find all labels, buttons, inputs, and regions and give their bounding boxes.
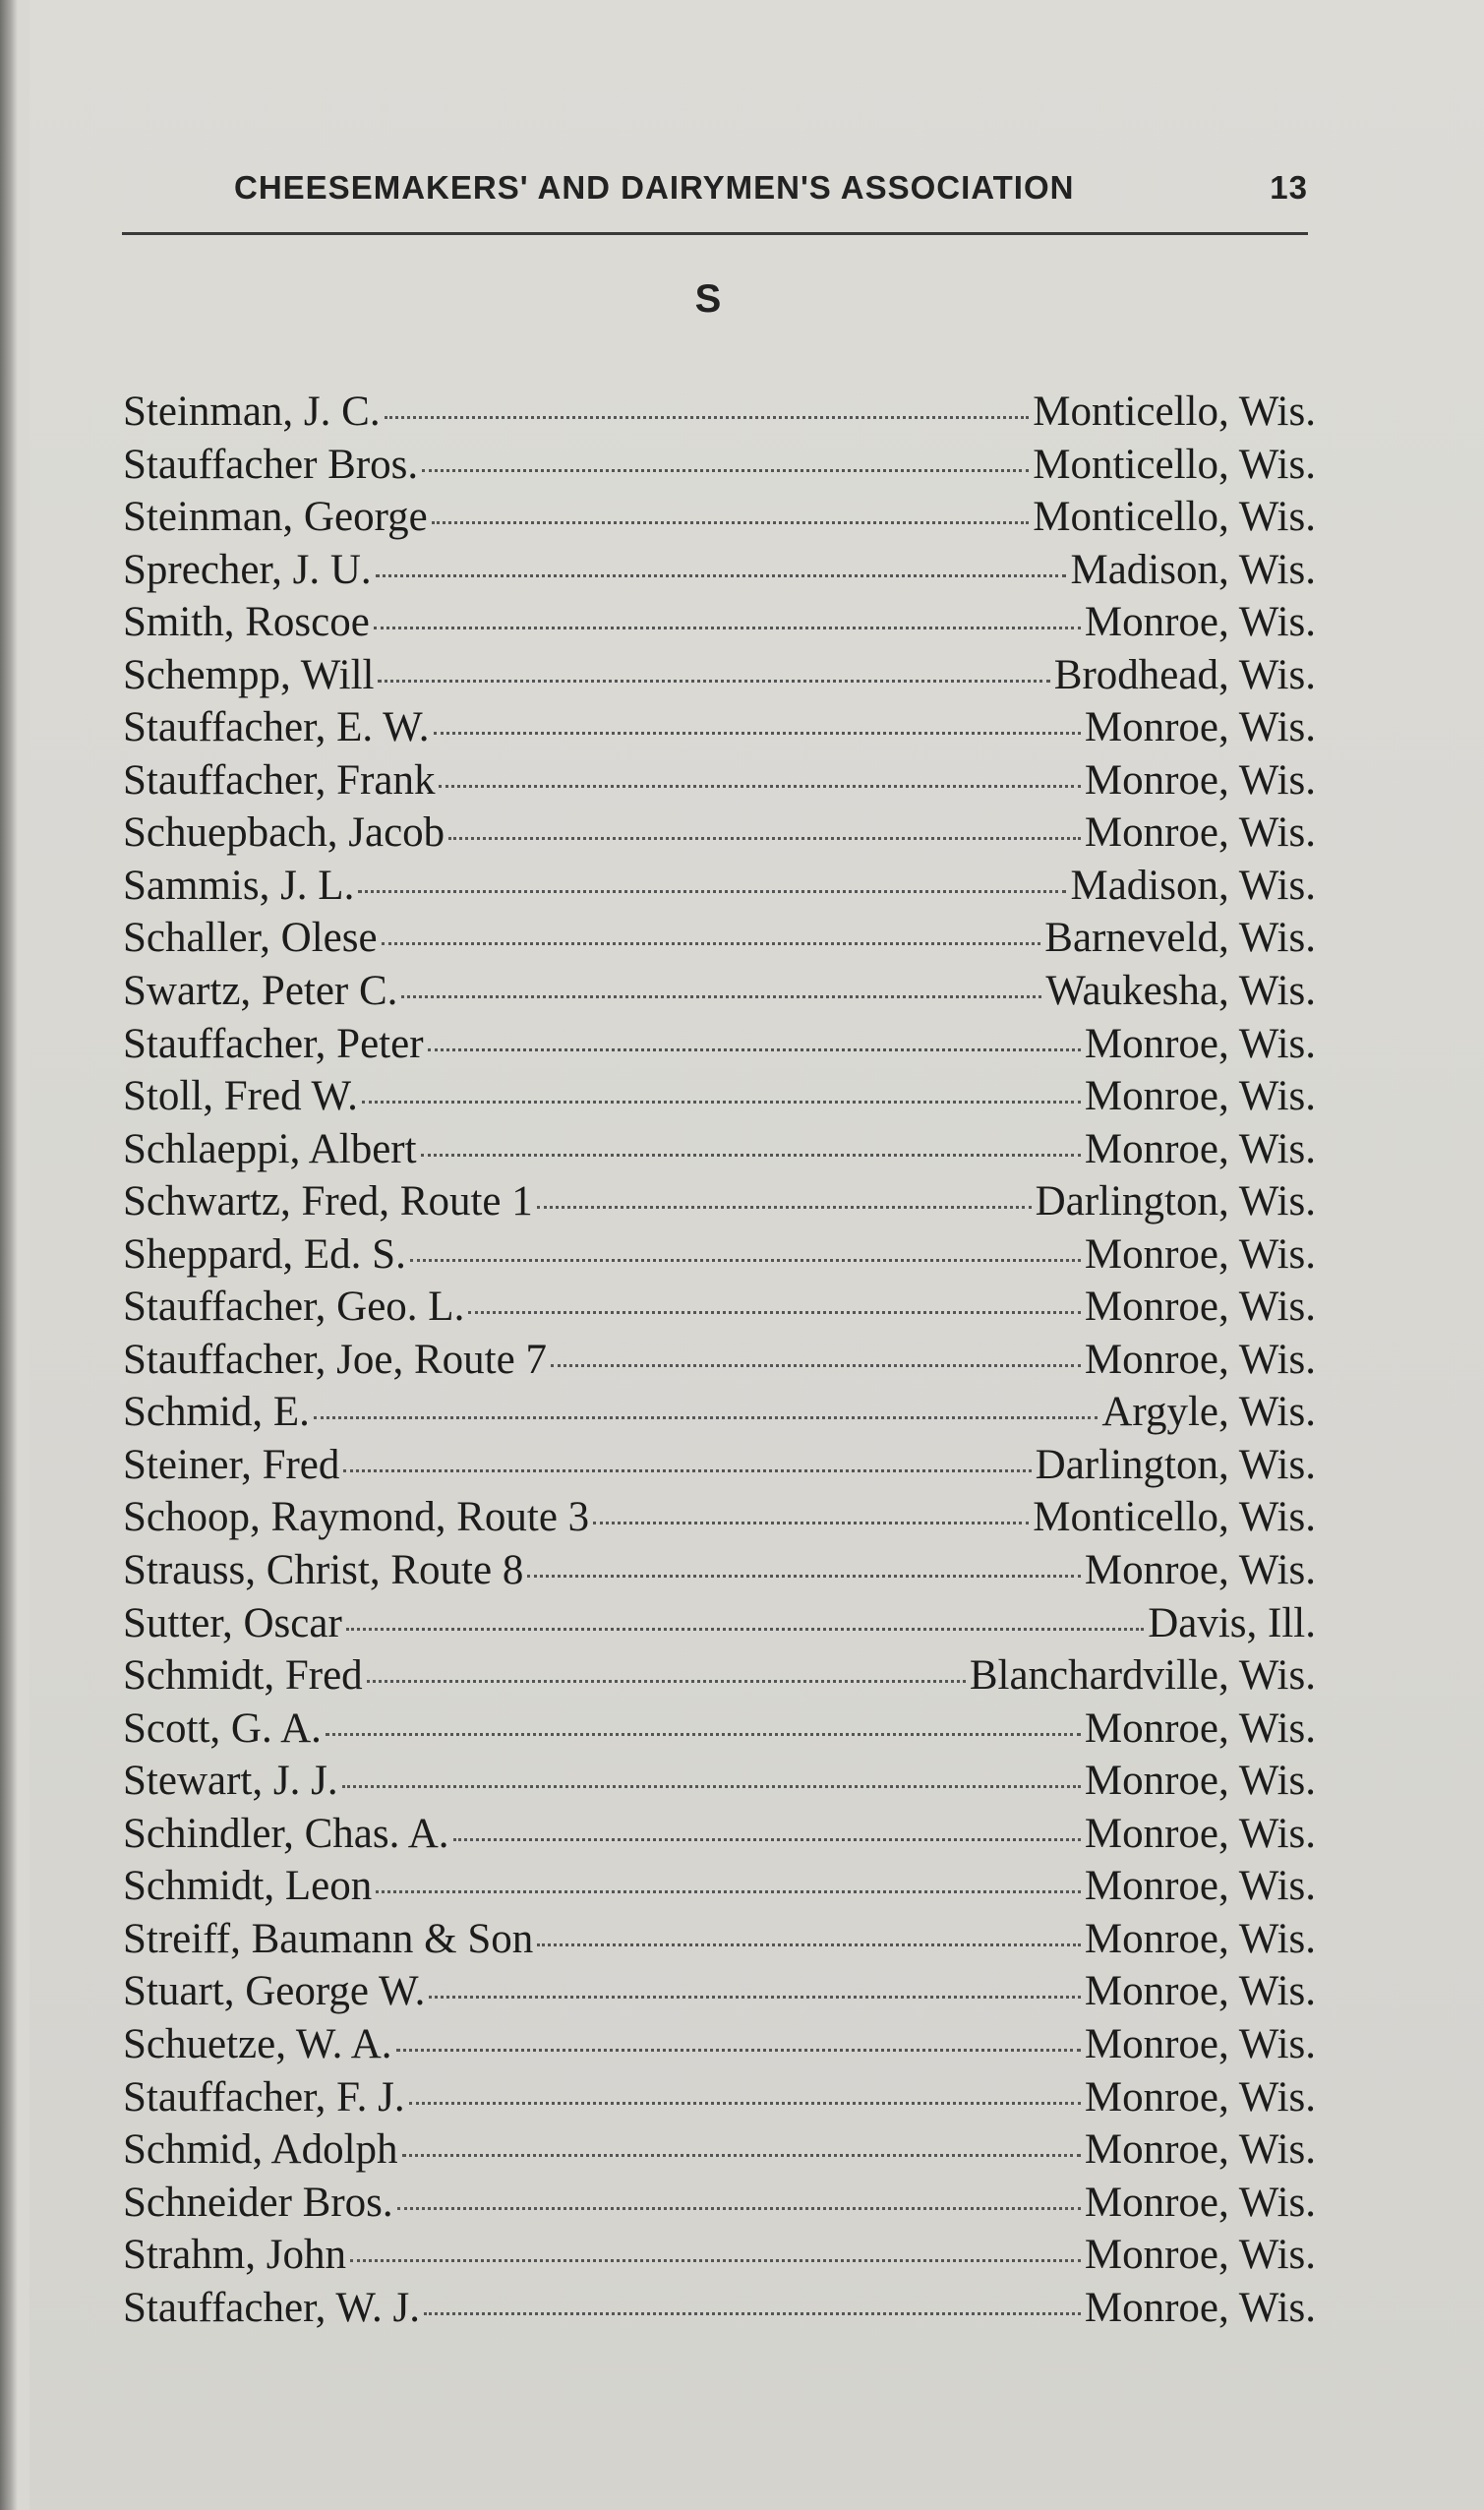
dot-leader: [326, 1733, 1081, 1736]
member-name: Stoll, Fred W.: [123, 1073, 358, 1120]
page: [30, 0, 1484, 2510]
member-name: Schuepbach, Jacob: [123, 809, 445, 857]
list-item: [123, 1175, 1316, 1228]
member-name: Streiff, Baumann & Son: [123, 1915, 534, 1962]
member-name: Stauffacher, Peter: [123, 1020, 424, 1067]
member-name: Stauffacher, E. W.: [123, 704, 430, 751]
dot-leader: [429, 1996, 1081, 1999]
dot-leader: [382, 942, 1041, 945]
dot-leader: [410, 1259, 1081, 1262]
member-location: Monroe, Wis.: [1084, 2073, 1316, 2121]
member-location: Monroe, Wis.: [1084, 1915, 1316, 1962]
list-item: [123, 701, 1316, 754]
list-item: [123, 2123, 1316, 2177]
dot-leader: [439, 785, 1080, 788]
dot-leader: [397, 2207, 1081, 2210]
member-location: Monroe, Wis.: [1084, 1020, 1316, 1067]
running-header: [234, 169, 1308, 207]
dot-leader: [468, 1311, 1081, 1314]
member-location: Monticello, Wis.: [1033, 1494, 1316, 1541]
member-location: Monroe, Wis.: [1084, 1547, 1316, 1594]
member-name: Schempp, Will: [123, 651, 375, 698]
list-item: [123, 1439, 1316, 1492]
member-name: Schuetze, W. A.: [123, 2020, 392, 2067]
member-location: Monroe, Wis.: [1084, 1230, 1316, 1278]
member-name: Scott, G. A.: [123, 1704, 322, 1752]
member-location: Waukesha, Wis.: [1045, 968, 1316, 1015]
member-location: Argyle, Wis.: [1101, 1389, 1316, 1436]
list-item: [123, 1913, 1316, 1966]
dot-leader: [432, 521, 1030, 524]
dot-leader: [448, 837, 1081, 840]
dot-leader: [453, 1838, 1081, 1841]
list-item: [123, 1649, 1316, 1703]
member-location: Monroe, Wis.: [1084, 1704, 1316, 1752]
member-name: Stauffacher, Frank: [123, 756, 436, 804]
member-name: Schaller, Olese: [123, 915, 378, 962]
member-name: Schwartz, Fred, Route 1: [123, 1178, 533, 1225]
dot-leader: [551, 1364, 1081, 1367]
dot-leader: [396, 2049, 1081, 2052]
dot-leader: [367, 1680, 966, 1683]
member-name: Steinman, J. C.: [123, 388, 381, 435]
member-location: Madison, Wis.: [1070, 862, 1316, 909]
member-name: Stewart, J. J.: [123, 1758, 338, 1805]
header-rule: [122, 232, 1308, 235]
dot-leader: [424, 2312, 1081, 2315]
member-name: Strauss, Christ, Route 8: [123, 1547, 524, 1594]
list-item: [123, 912, 1316, 965]
list-item: [123, 1491, 1316, 1544]
member-location: Monroe, Wis.: [1084, 1810, 1316, 1857]
dot-leader: [343, 1469, 1031, 1472]
list-item: [123, 1070, 1316, 1123]
list-item: [123, 2018, 1316, 2071]
dot-leader: [342, 1785, 1081, 1788]
member-name: Schmid, Adolph: [123, 2126, 398, 2174]
member-location: Darlington, Wis.: [1035, 1178, 1316, 1225]
dot-leader: [428, 1048, 1081, 1051]
page-number: 13: [1270, 169, 1308, 206]
dot-leader: [593, 1522, 1029, 1524]
member-name: Schneider Bros.: [123, 2179, 393, 2226]
member-location: Monroe, Wis.: [1084, 2020, 1316, 2067]
dot-leader: [376, 1890, 1081, 1893]
list-item: [123, 860, 1316, 913]
member-name: Stauffacher, Joe, Route 7: [123, 1336, 547, 1383]
member-location: Monroe, Wis.: [1084, 1968, 1316, 2015]
member-location: Blanchardville, Wis.: [969, 1652, 1316, 1700]
member-name: Schmidt, Leon: [123, 1863, 373, 1910]
member-name: Sheppard, Ed. S.: [123, 1230, 406, 1278]
member-location: Monroe, Wis.: [1084, 1758, 1316, 1805]
member-name: Sutter, Oscar: [123, 1599, 342, 1646]
list-item: [123, 1860, 1316, 1913]
member-name: Stuart, George W.: [123, 1968, 426, 2015]
list-item: [123, 1808, 1316, 1861]
member-location: Monroe, Wis.: [1084, 704, 1316, 751]
dot-leader: [362, 1101, 1081, 1104]
dot-leader: [346, 1628, 1144, 1631]
list-item: [123, 2071, 1316, 2124]
list-item: [123, 1597, 1316, 1650]
list-item: [123, 491, 1316, 544]
member-name: Stauffacher, Geo. L.: [123, 1284, 465, 1331]
dot-leader: [402, 2154, 1081, 2157]
dot-leader: [527, 1575, 1081, 1578]
member-name: Stauffacher, F. J.: [123, 2073, 405, 2121]
member-name: Sammis, J. L.: [123, 862, 355, 909]
member-name: Steiner, Fred: [123, 1441, 340, 1488]
member-location: Monroe, Wis.: [1084, 1284, 1316, 1331]
member-name: Schmid, E.: [123, 1389, 310, 1436]
member-name: Schlaeppi, Albert: [123, 1125, 417, 1172]
list-item: [123, 2229, 1316, 2282]
list-item: [123, 1281, 1316, 1334]
member-name: Swartz, Peter C.: [123, 968, 398, 1015]
dot-leader: [537, 1206, 1032, 1209]
dot-leader: [422, 469, 1029, 472]
dot-leader: [401, 995, 1041, 998]
member-location: Monroe, Wis.: [1084, 1336, 1316, 1383]
list-item: [123, 965, 1316, 1018]
dot-leader: [374, 627, 1081, 629]
list-item: [123, 807, 1316, 860]
dot-leader: [409, 2102, 1081, 2105]
list-item: [123, 754, 1316, 807]
member-location: Monroe, Wis.: [1084, 2179, 1316, 2226]
member-name: Stauffacher Bros.: [123, 441, 419, 488]
member-name: Sprecher, J. U.: [123, 546, 372, 593]
member-location: Monroe, Wis.: [1084, 1125, 1316, 1172]
list-item: [123, 1755, 1316, 1808]
dot-leader: [314, 1416, 1098, 1419]
list-item: [123, 1123, 1316, 1176]
member-name: Strahm, John: [123, 2232, 346, 2279]
member-name: Smith, Roscoe: [123, 599, 370, 646]
member-name: Schmidt, Fred: [123, 1652, 363, 1700]
list-item: [123, 1228, 1316, 1282]
list-item: [123, 2282, 1316, 2335]
list-item: [123, 386, 1316, 439]
member-list: [123, 386, 1316, 2334]
member-location: Monroe, Wis.: [1084, 809, 1316, 857]
member-name: Steinman, George: [123, 494, 428, 541]
list-item: [123, 1386, 1316, 1439]
list-item: [123, 1965, 1316, 2018]
member-location: Monroe, Wis.: [1084, 2232, 1316, 2279]
member-location: Monroe, Wis.: [1084, 2126, 1316, 2174]
member-location: Monticello, Wis.: [1033, 388, 1316, 435]
member-name: Schindler, Chas. A.: [123, 1810, 449, 1857]
member-location: Davis, Ill.: [1148, 1599, 1316, 1646]
member-location: Brodhead, Wis.: [1053, 651, 1316, 698]
list-item: [123, 2177, 1316, 2230]
dot-leader: [421, 1154, 1081, 1157]
member-location: Darlington, Wis.: [1035, 1441, 1316, 1488]
member-location: Monroe, Wis.: [1084, 1073, 1316, 1120]
header-title: CHEESEMAKERS' AND DAIRYMEN'S ASSOCIATION: [234, 169, 1075, 206]
dot-leader: [376, 574, 1067, 577]
dot-leader: [385, 416, 1030, 419]
dot-leader: [350, 2259, 1081, 2262]
list-item: [123, 1544, 1316, 1597]
dot-leader: [358, 890, 1066, 893]
section-letter: S: [694, 277, 722, 321]
list-item: [123, 1334, 1316, 1387]
member-location: Monticello, Wis.: [1033, 494, 1316, 541]
dot-leader: [378, 680, 1049, 683]
dot-leader: [537, 1943, 1081, 1946]
member-location: Madison, Wis.: [1070, 546, 1316, 593]
member-location: Monroe, Wis.: [1084, 599, 1316, 646]
list-item: [123, 596, 1316, 649]
member-location: Monroe, Wis.: [1084, 756, 1316, 804]
list-item: [123, 1703, 1316, 1756]
member-name: Schoop, Raymond, Route 3: [123, 1494, 590, 1541]
member-location: Monroe, Wis.: [1084, 1863, 1316, 1910]
member-location: Monticello, Wis.: [1033, 441, 1316, 488]
member-location: Barneveld, Wis.: [1044, 915, 1316, 962]
list-item: [123, 1018, 1316, 1071]
dot-leader: [434, 732, 1081, 735]
member-location: Monroe, Wis.: [1084, 2284, 1316, 2331]
list-item: [123, 439, 1316, 492]
list-item: [123, 544, 1316, 597]
member-name: Stauffacher, W. J.: [123, 2284, 421, 2331]
page-binding-edge: [0, 0, 18, 2510]
list-item: [123, 649, 1316, 702]
